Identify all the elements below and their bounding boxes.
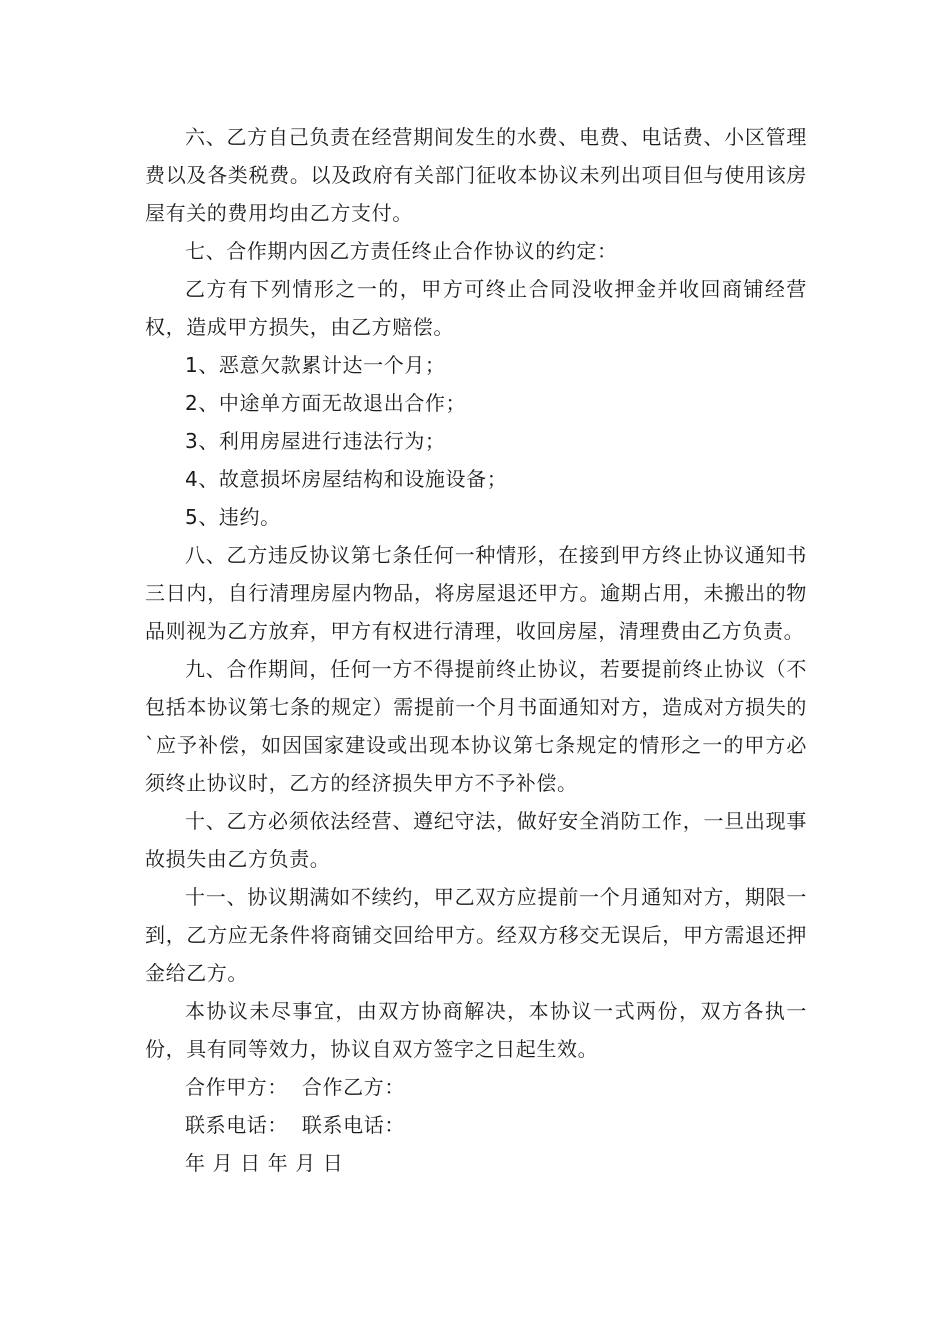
clause-7-item-4: 4、故意损坏房屋结构和设施设备； xyxy=(185,467,508,491)
clause-10: 十、乙方必须依法经营、遵纪守法，做好安全消防工作，一旦出现事故损失由乙方负责。 xyxy=(145,809,807,871)
clause-7-item-5: 5、违约。 xyxy=(185,505,281,529)
clause-6: 六、乙方自己负责在经营期间发生的水费、电费、电话费、小区管理费以及各类税费。以及政府有关部门征收本协议未列出项目但与使用该房屋有关的费用均由乙方支付。 xyxy=(145,125,807,225)
clause-7-item-1: 1、恶意欠款累计达一个月； xyxy=(185,353,446,377)
closing-paragraph: 本协议未尽事宜，由双方协商解决，本协议一式两份，双方各执一份，具有同等效力，协议自双方签字之日起生效。 xyxy=(145,999,807,1061)
clause-7-item-3: 3、利用房屋进行违法行为； xyxy=(185,429,446,453)
clause-7-heading: 七、合作期内因乙方责任终止合作协议的约定： xyxy=(185,239,618,263)
clause-8: 八、乙方违反协议第七条任何一种情形，在接到甲方终止协议通知书三日内，自行清理房屋内物品，将房屋退还甲方。逾期占用，未搬出的物品则视为乙方放弃，甲方有权进行清理，收回房屋，清理费由乙方负责。 xyxy=(145,543,807,643)
clause-9: 九、合作期间，任何一方不得提前终止协议，若要提前终止协议（不包括本协议第七条的规定）需提前一个月书面通知对方，造成对方损失的`应予补偿，如因国家建设或出现本协议第七条规定的情形之一的甲方必须终止协议时，乙方的经济损失甲方不予补偿。 xyxy=(145,657,807,795)
document-page xyxy=(145,118,807,1182)
clause-11: 十一、协议期满如不续约，甲乙双方应提前一个月通知对方，期限一到，乙方应无条件将商铺交回给甲方。经双方移交无误后，甲方需退还押金给乙方。 xyxy=(145,885,807,985)
clause-7-item-2: 2、中途单方面无故退出合作； xyxy=(185,391,467,415)
signature-phones: 联系电话： 联系电话： xyxy=(185,1113,405,1137)
clause-7-intro: 乙方有下列情形之一的，甲方可终止合同没收押金并收回商铺经营权，造成甲方损失，由乙方赔偿。 xyxy=(145,277,807,339)
signature-dates: 年 月 日 年 月 日 xyxy=(185,1151,344,1175)
signature-parties: 合作甲方： 合作乙方： xyxy=(185,1075,405,1099)
